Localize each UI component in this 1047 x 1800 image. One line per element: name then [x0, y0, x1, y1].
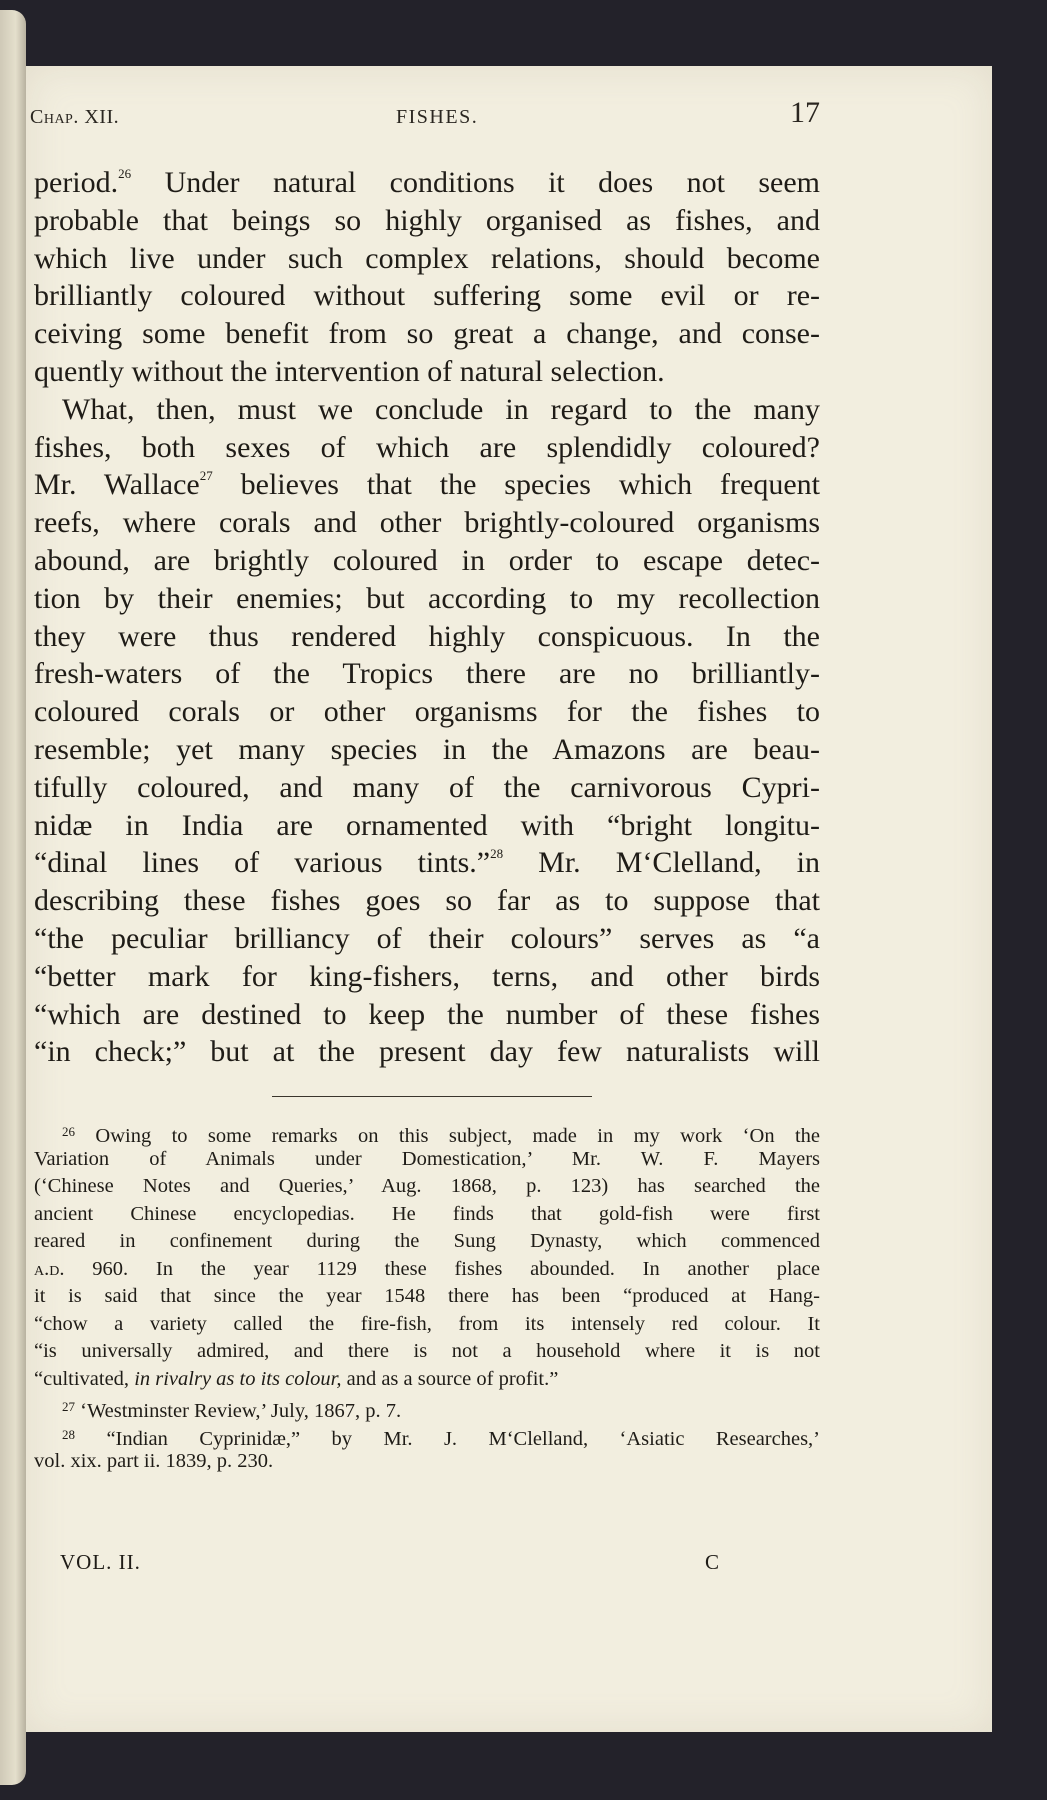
- previous-page-edge: [0, 10, 26, 1785]
- footnote-27-line: $^{27}$ ‘Westminster Review,’ July, 1867, p. 7.: [62, 1399, 402, 1422]
- body-line: “the peculiar brilliancy of their colours” serves as “a: [34, 921, 820, 955]
- body-line: quently without the intervention of natural selection.: [34, 354, 665, 388]
- signature-mark: C: [704, 1550, 720, 1574]
- volume-label: VOL. II.: [60, 1550, 141, 1574]
- body-line: they were thus rendered highly conspicuous. In the: [34, 619, 820, 653]
- footnote-26-line: “is universally admired, and there is not a household where it is not: [34, 1340, 820, 1362]
- body-line: describing these fishes goes so far as to suppose that: [34, 884, 820, 918]
- body-line: resemble; yet many species in the Amazons are beau-: [34, 732, 820, 766]
- body-line: tion by their enemies; but according to my recollection: [34, 581, 820, 615]
- section-title: FISHES.: [396, 106, 479, 128]
- footnotes: [34, 1118, 820, 1476]
- running-head: [30, 96, 820, 136]
- footnote-divider: [272, 1096, 592, 1097]
- footnote-ref-27: 27: [199, 468, 213, 484]
- body-line: “better mark for king-fishers, terns, and other birds: [34, 959, 820, 993]
- footnote-ref-28: 28: [490, 846, 504, 862]
- body-line: “in check;” but at the present day few naturalists will: [34, 1035, 820, 1069]
- page-number: 17: [790, 96, 820, 129]
- footnote-26-line: ancient Chinese encyclopedias. He finds that gold-fish were first: [34, 1202, 820, 1225]
- body-line: ceiving some benefit from so great a change, and conse-: [34, 317, 820, 351]
- footnote-marker-28: 28: [62, 1426, 75, 1442]
- chapter-label: Chap. XII.: [30, 106, 120, 128]
- footnote-26-line: it is said that since the year 1548 there has been “produced at Hang-: [34, 1285, 820, 1307]
- body-line: coloured corals or other organisms for the fishes to: [34, 695, 820, 729]
- footnote-26-line: (‘Chinese Notes and Queries,’ Aug. 1868, p. 123) has searched the: [34, 1175, 820, 1197]
- footnote-marker-26: 26: [62, 1124, 75, 1139]
- body-line: brilliantly coloured without suffering some evil or re-: [34, 279, 820, 313]
- body-line: fishes, both sexes of which are splendidly coloured?: [34, 430, 820, 464]
- body-line: abound, are brightly coloured in order to escape detec-: [34, 543, 820, 577]
- body-line: period.$^{26}$ Under natural conditions it does not seem: [34, 166, 820, 199]
- footnote-26-line: “cultivated, in rivalry as to its colour, and as a source of profit.”: [34, 1367, 559, 1390]
- body-line: tifully coloured, and many of the carnivorous Cypri-: [34, 770, 820, 804]
- body-line: What, then, must we conclude in regard to the many: [62, 392, 820, 426]
- footnote-ref-26: 26: [118, 166, 132, 181]
- footnote-26-line: a.d. 960. In the year 1129 these fishes abounded. In another place: [34, 1257, 820, 1280]
- body-line: probable that beings so highly organised as fishes, and: [34, 203, 820, 237]
- body-line: reefs, where corals and other brightly-coloured organisms: [34, 506, 820, 540]
- body-line: nidæ in India are ornamented with “bright longitu-: [34, 808, 820, 842]
- printer-signature: [60, 1550, 720, 1580]
- body-line: “which are destined to keep the number of these fishes: [34, 997, 820, 1031]
- body-line: Mr. Wallace$^{27}$ believes that the species which frequent: [34, 468, 821, 502]
- body-text: [34, 164, 820, 1071]
- body-line: which live under such complex relations, should become: [34, 241, 820, 275]
- footnote-26-line: “chow a variety called the fire-fish, from its intensely red colour. It: [34, 1312, 820, 1335]
- footnote-26-line: reared in confinement during the Sung Dynasty, which commenced: [34, 1230, 820, 1252]
- footnote-marker-27: 27: [62, 1399, 75, 1414]
- footnote-28-line: vol. xix. part ii. 1839, p. 230.: [34, 1450, 274, 1472]
- body-line: fresh-waters of the Tropics there are no brilliantly-: [34, 657, 820, 691]
- body-line: “dinal lines of various tints.”$^{28}$ Mr. M‘Clelland, in: [34, 846, 820, 880]
- footnote-26-line: Variation of Animals under Domestication,’ Mr. W. F. Mayers: [34, 1147, 820, 1170]
- footnote-26-line: $^{26}$ Owing to some remarks on this subject, made in my work ‘On the: [62, 1124, 820, 1147]
- footnote-28-line: $^{28}$ “Indian Cyprinidæ,” by Mr. J. M‘Clelland, ‘Asiatic Researches,’: [62, 1426, 821, 1450]
